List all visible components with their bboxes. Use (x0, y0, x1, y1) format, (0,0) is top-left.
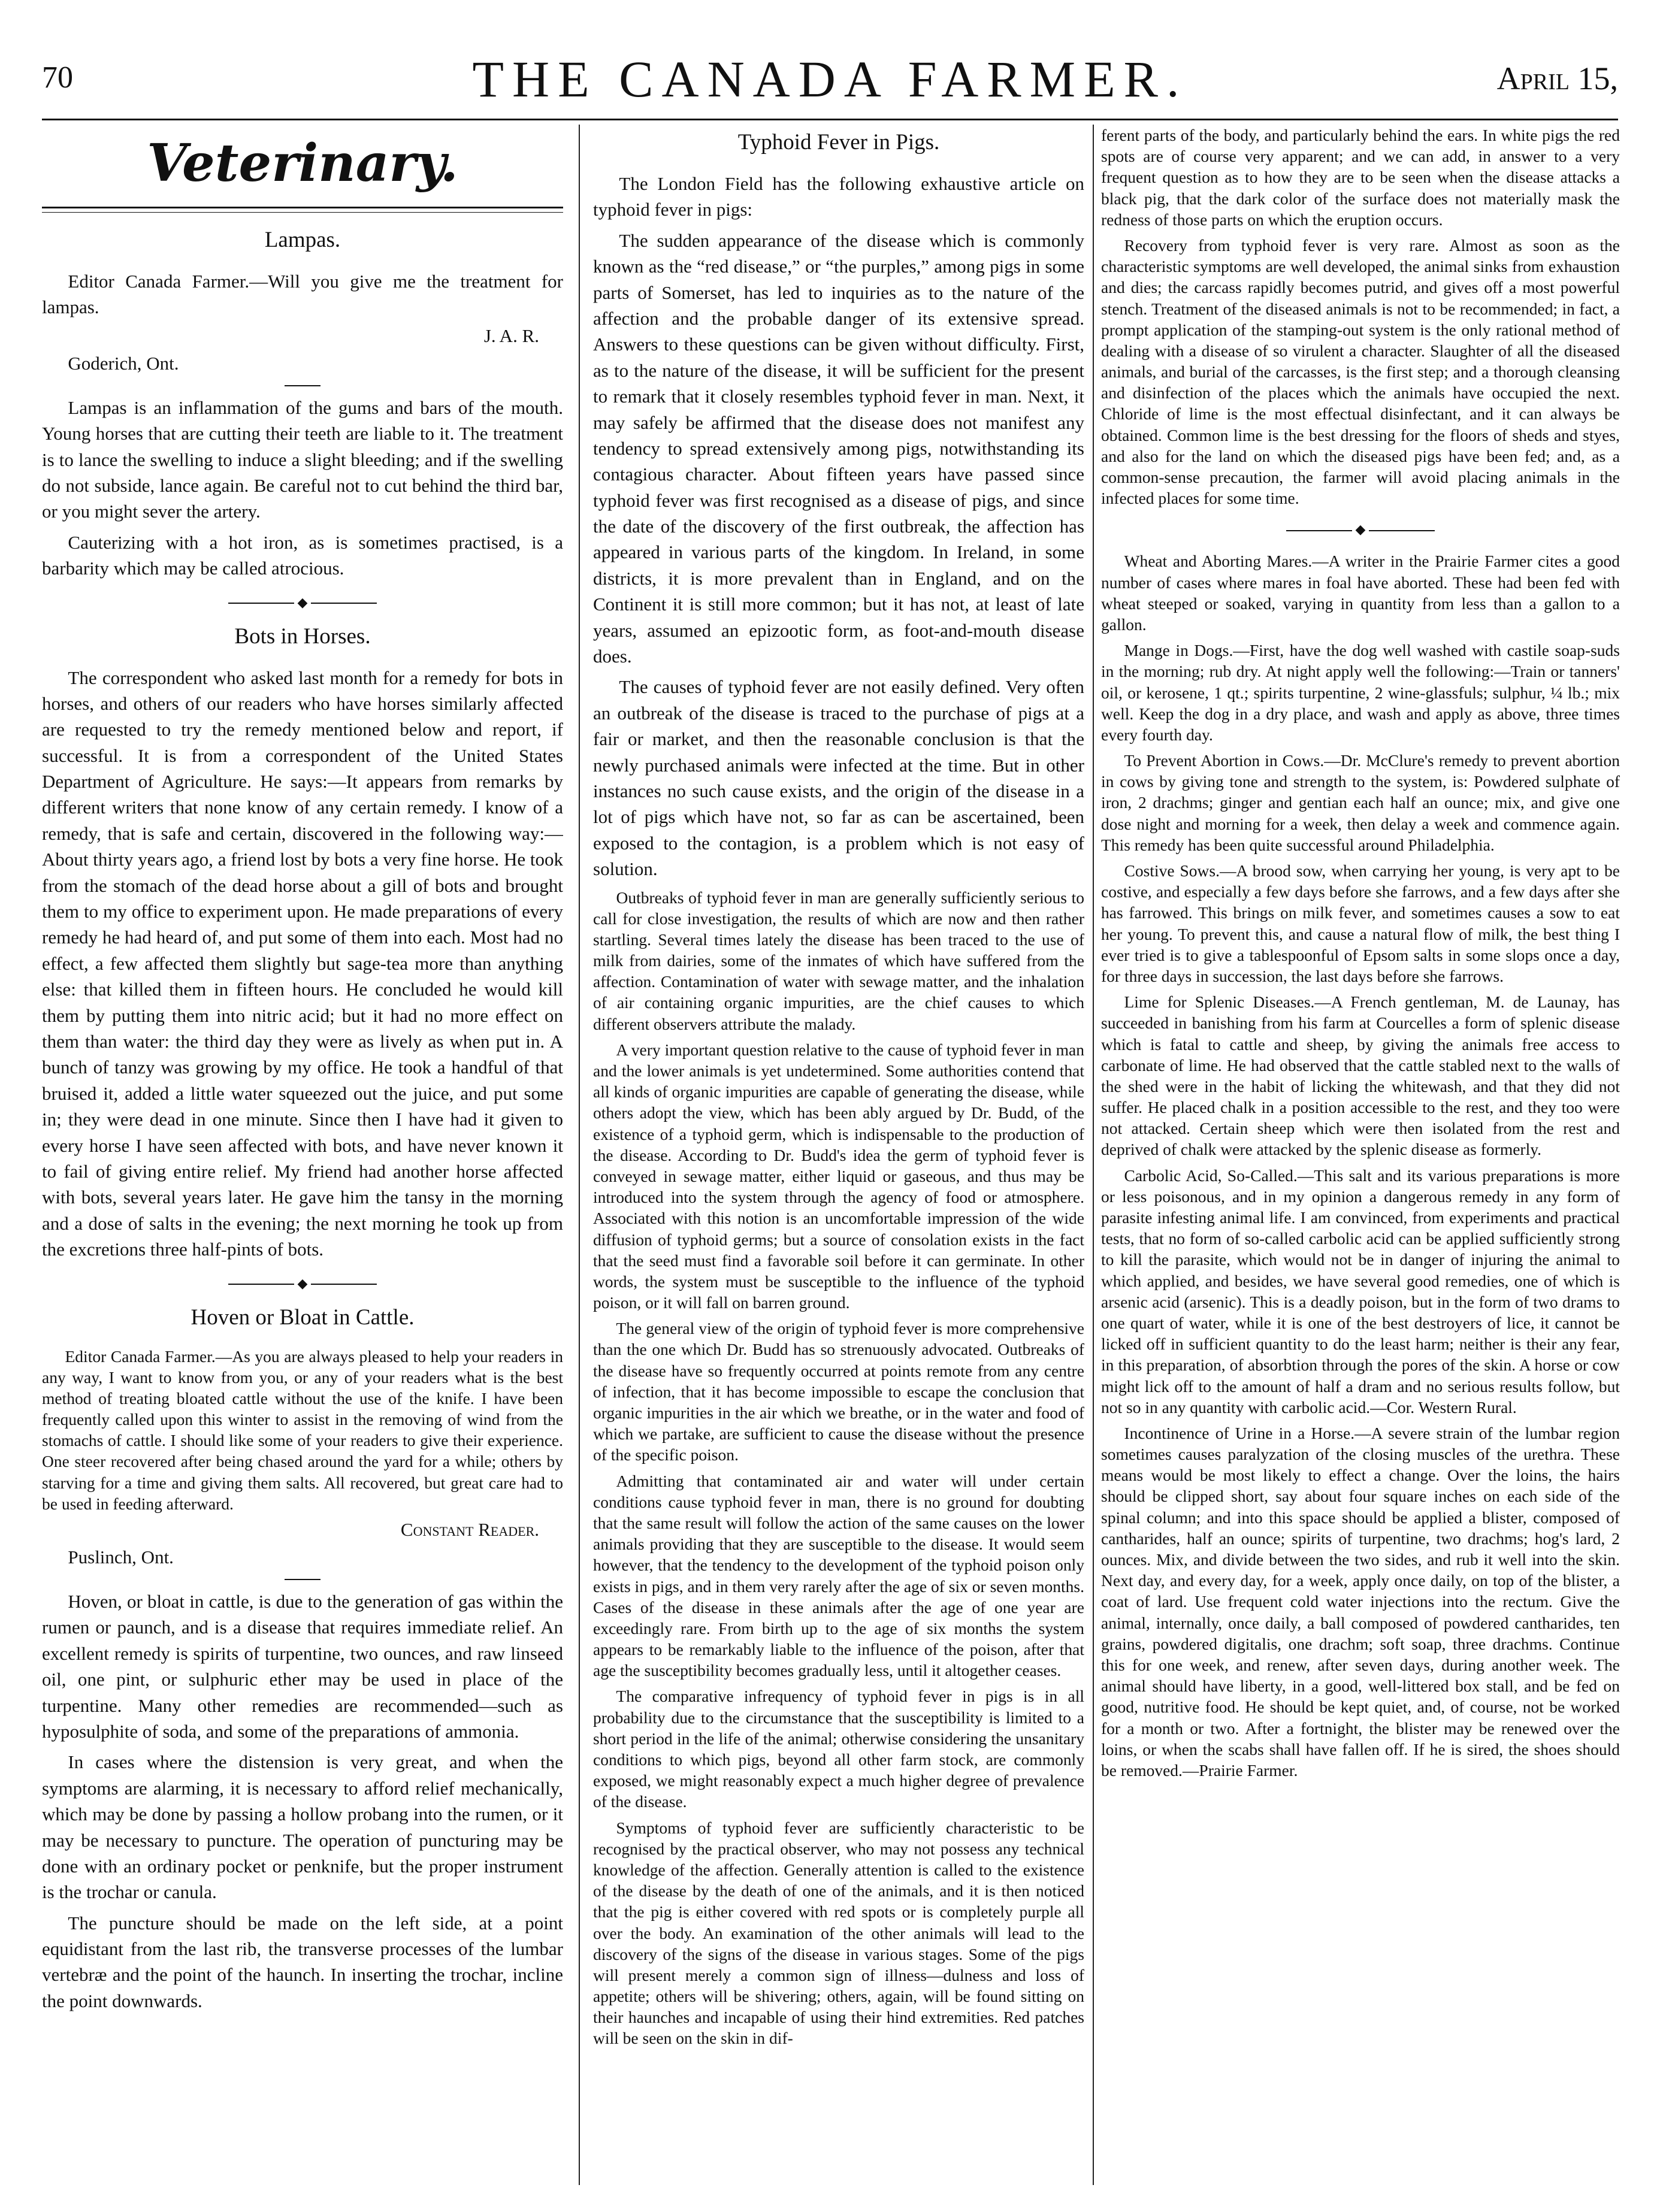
signature (42, 325, 563, 347)
double-rule (42, 207, 563, 213)
item-wheat-mares: Wheat and Aborting Mares.—A writer in the Prairie Farmer cites a good number of cases where mares in foal have aborted. These had been fed with wheat steeped or soaked, varying in quantity from less than a gallon to a gallon. (1101, 552, 1620, 634)
paragraph: Outbreaks of typhoid fever in man are generally sufficiently serious to call for close investigation, the results of which are now and then rather startling. Several times lately the disease has been traced to the use of milk from dairies, some of the inmates of which have suffered from the affection. Contamination of water with sewage matter, and the inhalation of air containing organic impurities, are the chief causes to which different observers attribute the malady. (593, 888, 1084, 1033)
item-prevent-abortion: To Prevent Abortion in Cows.—Dr. McClure's remedy to prevent abortion in cows by giving tone and strength to the system, is: Powdered sulphate of iron, 2 drachms; ginger and gentian each half an ounce; mix, and give one dose night and morning for a week, then delay a week and commence again. This remedy has been quite successful around Philadelphia. (1101, 751, 1620, 854)
column-left (42, 125, 563, 2185)
paragraph: Lampas is an inflammation of the gums and bars of the mouth. Young horses that are cutting their teeth are liable to it. The treatment is to lance the swelling to induce a slight bleeding; and if the swelling do not subside, lance again. Be careful not to cut behind the third bar, or you might sever the artery. (42, 397, 563, 522)
placename: Goderich, Ont. (68, 352, 179, 374)
article-heading-lampas: Lampas. (264, 228, 341, 252)
paragraph: Hoven, or bloat in cattle, is due to the generation of gas within the rumen or paunch, and is a disease that requires immediate relief. An excellent remedy is spirits of turpentine, two ounces, and raw linseed oil, one pint, or sulphuric ether may be used in place of the turpentine. Many other remedies are recommended—such as hyposulphite of soda, and some of the preparations of ammonia. (42, 1591, 563, 1742)
department-title: Veterinary. (147, 133, 458, 193)
paragraph: ferent parts of the body, and particularly behind the ears. In white pigs the red spots are of course very apparent; and we can add, in answer to a very frequent question as to how they are to be seen when the disease attacks a black pig, that the dark color of the surface does not materially mask the redness of those parts on which the eruption occurs. (1101, 126, 1620, 229)
newspaper-title: THE CANADA FARMER. (472, 50, 1188, 108)
section-separator: ◆ (42, 595, 563, 610)
masthead-rule (42, 119, 1618, 120)
paragraph: The correspondent who asked last month for a remedy for bots in horses, and others of our readers who have horses similarly affected are requested to try the remedy mentioned below and report, if successful. It is from a correspondent of the United States Department of Agriculture. He says:—It appears from remarks by different writers that none know of any certain remedy. I know of a remedy, that is safe and certain, discovered in the following way:—About thirty years ago, a friend lost by bots a very fine horse. He took from the stomach of the dead horse about a gill of bots and brought them to my office to experiment upon. He made preparations of every remedy he had heard of, and put some of them into each. Most had no effect, a few affected them slightly but sage-tea more than anything else: that killed them in fifteen hours. He concluded he would kill them by putting them into nitric acid; but it had no more effect on them than water: the third day they were as lively as when put in. A bunch of tanzy was growing by my office. He took a handful of that bruised it, added a little water squeezed out the juice, and put some in; they were dead in one minute. Since then I have had it given to every horse I have seen affected with bots, and have never known it to fail of giving entire relief. My friend had another horse affected with bots, several years later. He gave him the tansy in the morning and a dose of salts in the evening; the next morning he took up from the excretions three half-pints of bots. (42, 667, 563, 1260)
paragraph: The comparative infrequency of typhoid fever in pigs is in all probability due to the circumstance that the susceptibility is limited to a short period in the life of the animal; otherwise considering the unsanitary conditions to which pigs, beyond all other farm stock, are commonly exposed, we might reasonably expect a much higher degree of prevalence of the disease. (593, 1687, 1084, 1811)
signature-text: J. A. R. (483, 325, 539, 346)
article-heading-typhoid: Typhoid Fever in Pigs. (737, 130, 940, 155)
column-divider (1093, 125, 1094, 2185)
item-lime-splenic: Lime for Splenic Diseases.—A French gentleman, M. de Launay, has succeeded in banishing from his farm at Courcelles a form of splenic disease which is fatal to cattle and sheep, by giving the animals free access to carbonate of lime. He had observed that the cattle stabled next to the walls of the shed were in the habit of licking the whitewash, and that they did not suffer. He placed chalk in a position accessible to the rest, and they too were not attacked. Certain sheep which were then isolated from the rest and deprived of chalk were attacked by the splenic disease as formerly. (1101, 992, 1620, 1159)
paragraph: The general view of the origin of typhoid fever is more comprehensive than the one which Dr. Budd has so strenuously advocated. Outbreaks of the disease have so frequently occurred at points remote from any centre of infection, that it has become impossible to escape the conclusion that organic impurities in the air which we breathe, or in the water and food of which we partake, are sufficient to cause the disease without the presence of the specific poison. (593, 1319, 1084, 1464)
signature-text: Constant Reader. (400, 1519, 539, 1540)
item-costive-sows: Costive Sows.—A brood sow, when carrying her young, is very apt to be costive, and especially a few days before she farrows, and a few days after she has farrowed. This brings on milk fever, and sometimes causes a sow to eat her young. To prevent this, and cause a natural flow of milk, the best thing I ever tried is to give a tablespoonful of Epsom salts in some slops once a day, for three days in succession, the last days before she farrows. (1101, 861, 1620, 985)
letter-hoven: Editor Canada Farmer.—As you are always pleased to help your readers in any way, I want to know from you, or any of your readers what is the best method of treating bloated cattle without the use of the knife. I have been frequently called upon this winter to assist in the removing of wind from the stomachs of cattle. I should like some of your readers to give their experience. One steer recovered after being chased around the yard for a while; others by starving for a time and giving them salts. All recovered, but great care had to be used in feeding afterward. (42, 1346, 563, 1513)
paragraph: In cases where the distension is very great, and when the symptoms are alarming, it is necessary to afford relief mechanically, which may be done by passing a hollow probang into the rumen, or it may be necessary to puncture. The operation of puncturing may be done with an ordinary pocket or penknife, but the proper instrument is the trochar or canula. (42, 1751, 563, 1903)
column-divider (579, 125, 580, 2185)
placename: Puslinch, Ont. (68, 1547, 174, 1568)
paragraph: Recovery from typhoid fever is very rare. Almost as soon as the characteristic symptoms are well developed, the animal sinks from exhaustion and dies; the carcass rapidly becomes putrid, and gives off a most powerful stench. Treatment of the diseased animals is not to be recommended; in fact, a prompt application of the stamping-out system is the only rational method of dealing with a disease of so virulent a character. Slaughter of all the diseased animals, and burial of the carcasses, is the first step; and a thorough cleansing and disinfection of the places which the animals have occupied the next. Chloride of lime is the most effectual disinfectant, and it can always be obtained. Common lime is the best dressing for the floors of sheds and styes, and also for the land on which the diseased pigs have been fed; and, as a common-sense precaution, the farmer will avoid placing animals in the infected places for some time. (1101, 235, 1620, 508)
masthead (42, 42, 1618, 114)
article-heading-hoven: Hoven or Bloat in Cattle. (191, 1305, 415, 1330)
paragraph: The sudden appearance of the disease which is commonly known as the “red disease,” or “the purples,” among pigs in some parts of Somerset, has led to inquiries as to the nature of the affection and the probable danger of its extensive spread. Answers to these questions can be given without difficulty. First, as to the nature of the disease, it will be sufficient for the present to remark that it closely resembles typhoid fever in man. Next, it may safely be affirmed that the disease does not manifest any tendency to spread extensively among pigs, notwithstanding its contagious character. About fifteen years have passed since typhoid fever was first recognised as a disease of pigs, and since the date of the discovery of the first outbreak, the affection has appeared in various parts of the kingdom. In Ireland, in some districts, it is more prevalent than in England, and on the Continent it is still more common; but it has not, at least of late years, assumed an epizootic form, as foot-and-mouth disease does. (593, 229, 1084, 667)
section-separator: ◆ (1101, 522, 1620, 537)
issue-date: April 15, (1496, 60, 1618, 96)
item-carbolic-acid: Carbolic Acid, So-Called.—This salt and its various preparations is more or less poisonous, and in my opinion a dangerous remedy in any form of parasite infesting animal life. I am convinced, from experiments and practical tests, that no form of so-called carbolic acid can be applied sufficiently strong to kill the parasite, which would not be in danger of injuring the animal to which applied, and besides, we have several good remedies, one of which is arsenic acid (arsenic). This is a deadly poison, but in the form of two drams to one quart of water, while it is one of the best destroyers of lice, it cannot be licked off in sufficient quantity to do the least harm; neither is their any fear, in this preparation, of absorbtion through the pores of the skin. A horse or cow might lick off to the amount of half a dram and no serious results follow, but not so in any quantity with carbolic acid.—Cor. Western Rural. (1101, 1166, 1620, 1417)
item-mange-dogs: Mange in Dogs.—First, have the dog well washed with castile soap-suds in the morning; rub dry. At night apply well the following:—Train or tanners' oil, or kerosene, 1 qt.; spirits turpentine, 2 wine-glassfuls; sulphur, ¼ lb.; mix well. Keep the dog in a dry place, and wash and apply as above, three times every fourth day. (1101, 641, 1620, 744)
short-rule (285, 385, 320, 386)
column-middle (593, 125, 1084, 2185)
page-number: 70 (42, 60, 73, 95)
column-right (1101, 125, 1620, 2185)
paragraph: The puncture should be made on the left side, at a point equidistant from the last rib, the transverse processes of the lumbar vertebræ and the point of the haunch. In inserting the trochar, incline the point downwards. (42, 1912, 563, 2011)
signature (42, 1519, 563, 1541)
item-incontinence: Incontinence of Urine in a Horse.—A severe strain of the lumbar region sometimes causes paralyzation of the closing muscles of the urethra. These means would be most likely to effect a change. Over the loins, the hairs should be clipped short, say about four square inches on each side of the spinal column; and into this space should be applied a blister, composed of cantharides, half an ounce; spirits of turpentine, two drachms; hog's lard, 2 ounces. Mix, and divide between the two sides, and rub it well into the skin. Next day, and every day, for a week, apply once daily, on top of the blister, a coat of lard. Use frequent cold water injections into the rectum. Give the animal, internally, once daily, a ball composed of powdered cantharides, ten grains, powdered digitalis, one drachm; soft soap, three drachms. Continue this for one week, and renew, after seven days, during another week. The animal should have liberty, in a good, well-littered box stall, and be fed on good, nutritive food. He should be kept quiet, and, of course, not be worked for a month or two. After a fortnight, the blister may be renewed over the loins, or when the scabs shall have fallen off. If he is sired, the shoes should be removed.—Prairie Farmer. (1101, 1423, 1620, 1780)
section-separator: ◆ (42, 1276, 563, 1291)
article-heading-bots: Bots in Horses. (234, 624, 371, 649)
paragraph: The London Field has the following exhaustive article on typhoid fever in pigs: (593, 173, 1084, 220)
paragraph: Admitting that contaminated air and water will under certain conditions cause typhoid fever in man, there is no ground for doubting that the same result will follow the action of the same causes on the lower animals providing that they are susceptible to the disease. It would seem however, that the tendency to the development of the typhoid poison only exists in pigs, and in them very rarely after the age of six or seven months. Cases of the disease in these animals after the age of one year are exceedingly rare. From birth up to the age of six months the system appears to be remarkably liable to the influence of the poison, after that age the susceptibility becomes gradually less, until it altogether ceases. (593, 1471, 1084, 1680)
letter-lampas: Editor Canada Farmer.—Will you give me the treatment for lampas. (42, 271, 563, 318)
paragraph: The causes of typhoid fever are not easily defined. Very often an outbreak of the disease is traced to the purchase of pigs at a fair or market, and then the reasonable conclusion is that the newly purchased animals were infected at the time. But in other instances no such cause exists, and the origin of the disease in a lot of pigs which have not, so far as can be ascertained, been exposed to the contagion, is a problem which is not easy of solution. (593, 676, 1084, 880)
short-rule (285, 1579, 320, 1580)
paragraph: Cauterizing with a hot iron, as is sometimes practised, is a barbarity which may be called atrocious. (42, 531, 563, 579)
paragraph: Symptoms of typhoid fever are sufficiently characteristic to be recognised by the practical observer, who may not possess any technical knowledge of the affection. Generally attention is called to the existence of the disease by the death of one of the animals, and it is then noticed that the pig is either covered with red spots or is completely purple all over the body. An examination of the other animals will lead to the discovery of the signs of the disease in various stages. Some of the pigs will present merely a common sign of illness—dulness and loss of appetite; others will be shivering; others, again, will be found sitting on their haunches and incapable of using their hind extremities. Red patches will be seen on the skin in dif- (593, 1818, 1084, 2048)
paragraph: A very important question relative to the cause of typhoid fever in man and the lower animals is yet undetermined. Some authorities contend that all kinds of organic impurities are capable of generating the disease, while others adopt the view, which has been ably argued by Dr. Budd, of the existence of a typhoid germ, which is indispensable to the production of the disease. According to Dr. Budd's idea the germ of typhoid fever is conveyed in sewage matter, either liquid or gaseous, and thus may be introduced into the system through the agency of food or atmosphere. Associated with this notion is an uncomfortable impression of the wide diffusion of typhoid germs; but a source of consolation exists in the fact that the seed must find a favorable soil before it can germinate. In other words, the system must be susceptible to the influence of the typhoid poison, or it will fall on barren ground. (593, 1040, 1084, 1312)
